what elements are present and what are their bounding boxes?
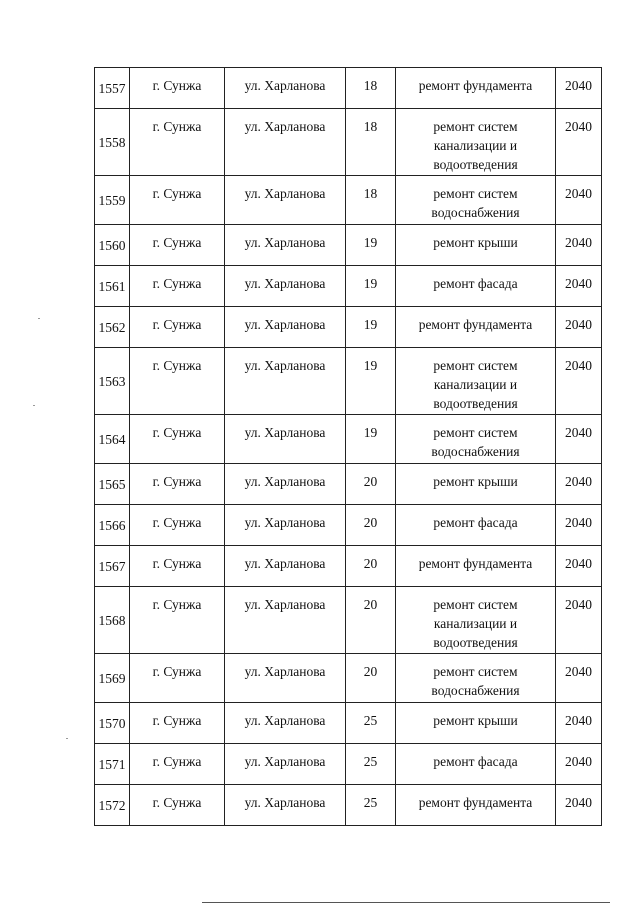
table-row [95,505,602,546]
cell-num: 1559 [95,176,130,225]
scan-artifact-mark [66,738,68,739]
cell-work: ремонт систем водоснабжения [396,415,556,464]
table-row [95,348,602,415]
cell-street: ул. Харланова [225,587,346,654]
cell-house: 18 [346,176,396,225]
table-row [95,176,602,225]
cell-house: 19 [346,415,396,464]
table-row [95,587,602,654]
cell-street: ул. Харланова [225,266,346,307]
cell-num: 1563 [95,348,130,415]
cell-work: ремонт фасада [396,505,556,546]
cell-city: г. Сунжа [130,744,225,785]
cell-house: 20 [346,464,396,505]
table-row [95,307,602,348]
cell-street: ул. Харланова [225,109,346,176]
cell-year: 2040 [556,415,602,464]
cell-street: ул. Харланова [225,68,346,109]
cell-num: 1565 [95,464,130,505]
cell-house: 18 [346,68,396,109]
table-row [95,266,602,307]
cell-street: ул. Харланова [225,744,346,785]
cell-year: 2040 [556,744,602,785]
cell-num: 1561 [95,266,130,307]
cell-year: 2040 [556,68,602,109]
cell-work: ремонт фундамента [396,785,556,826]
cell-city: г. Сунжа [130,348,225,415]
cell-city: г. Сунжа [130,546,225,587]
cell-city: г. Сунжа [130,464,225,505]
cell-city: г. Сунжа [130,68,225,109]
cell-num: 1569 [95,654,130,703]
cell-street: ул. Харланова [225,176,346,225]
cell-year: 2040 [556,225,602,266]
table-row [95,785,602,826]
cell-work: ремонт систем канализации и водоотведения [396,348,556,415]
cell-house: 19 [346,225,396,266]
cell-work: ремонт крыши [396,703,556,744]
cell-work: ремонт фундамента [396,68,556,109]
cell-house: 19 [346,307,396,348]
cell-house: 19 [346,348,396,415]
cell-num: 1567 [95,546,130,587]
cell-work: ремонт фасада [396,266,556,307]
cell-num: 1560 [95,225,130,266]
cell-num: 1558 [95,109,130,176]
cell-city: г. Сунжа [130,415,225,464]
cell-street: ул. Харланова [225,703,346,744]
cell-city: г. Сунжа [130,654,225,703]
cell-street: ул. Харланова [225,307,346,348]
scan-artifact-mark [38,318,40,319]
cell-num: 1564 [95,415,130,464]
table-row [95,109,602,176]
cell-house: 18 [346,109,396,176]
cell-num: 1572 [95,785,130,826]
table-body [95,68,602,826]
cell-year: 2040 [556,176,602,225]
cell-work: ремонт фундамента [396,546,556,587]
cell-work: ремонт систем водоснабжения [396,176,556,225]
table-row [95,654,602,703]
cell-num: 1566 [95,505,130,546]
cell-street: ул. Харланова [225,546,346,587]
cell-house: 25 [346,744,396,785]
cell-num: 1557 [95,68,130,109]
cell-work: ремонт фасада [396,744,556,785]
table-row [95,744,602,785]
cell-num: 1568 [95,587,130,654]
cell-year: 2040 [556,654,602,703]
cell-street: ул. Харланова [225,464,346,505]
cell-street: ул. Харланова [225,348,346,415]
cell-city: г. Сунжа [130,785,225,826]
cell-city: г. Сунжа [130,266,225,307]
cell-city: г. Сунжа [130,703,225,744]
cell-year: 2040 [556,307,602,348]
cell-house: 19 [346,266,396,307]
cell-num: 1570 [95,703,130,744]
cell-year: 2040 [556,348,602,415]
cell-year: 2040 [556,703,602,744]
cell-work: ремонт крыши [396,225,556,266]
cell-street: ул. Харланова [225,505,346,546]
cell-year: 2040 [556,266,602,307]
scan-artifact-mark [33,405,35,406]
repair-schedule-table [94,67,602,826]
table-row [95,415,602,464]
cell-city: г. Сунжа [130,587,225,654]
cell-work: ремонт систем канализации и водоотведения [396,587,556,654]
table-row [95,68,602,109]
cell-year: 2040 [556,587,602,654]
cell-house: 20 [346,587,396,654]
table-row [95,225,602,266]
cell-year: 2040 [556,464,602,505]
cell-year: 2040 [556,109,602,176]
cell-street: ул. Харланова [225,415,346,464]
cell-year: 2040 [556,546,602,587]
cell-year: 2040 [556,505,602,546]
cell-work: ремонт крыши [396,464,556,505]
cell-street: ул. Харланова [225,225,346,266]
cell-house: 25 [346,785,396,826]
cell-house: 20 [346,654,396,703]
cell-year: 2040 [556,785,602,826]
table-row [95,703,602,744]
cell-num: 1562 [95,307,130,348]
cell-city: г. Сунжа [130,505,225,546]
cell-city: г. Сунжа [130,307,225,348]
cell-house: 25 [346,703,396,744]
cell-work: ремонт фундамента [396,307,556,348]
cell-work: ремонт систем канализации и водоотведения [396,109,556,176]
cell-work: ремонт систем водоснабжения [396,654,556,703]
cell-city: г. Сунжа [130,109,225,176]
cell-house: 20 [346,505,396,546]
cell-city: г. Сунжа [130,176,225,225]
bottom-edge-line [202,902,610,903]
table-row [95,546,602,587]
cell-city: г. Сунжа [130,225,225,266]
cell-street: ул. Харланова [225,785,346,826]
cell-house: 20 [346,546,396,587]
cell-street: ул. Харланова [225,654,346,703]
cell-num: 1571 [95,744,130,785]
table-row [95,464,602,505]
